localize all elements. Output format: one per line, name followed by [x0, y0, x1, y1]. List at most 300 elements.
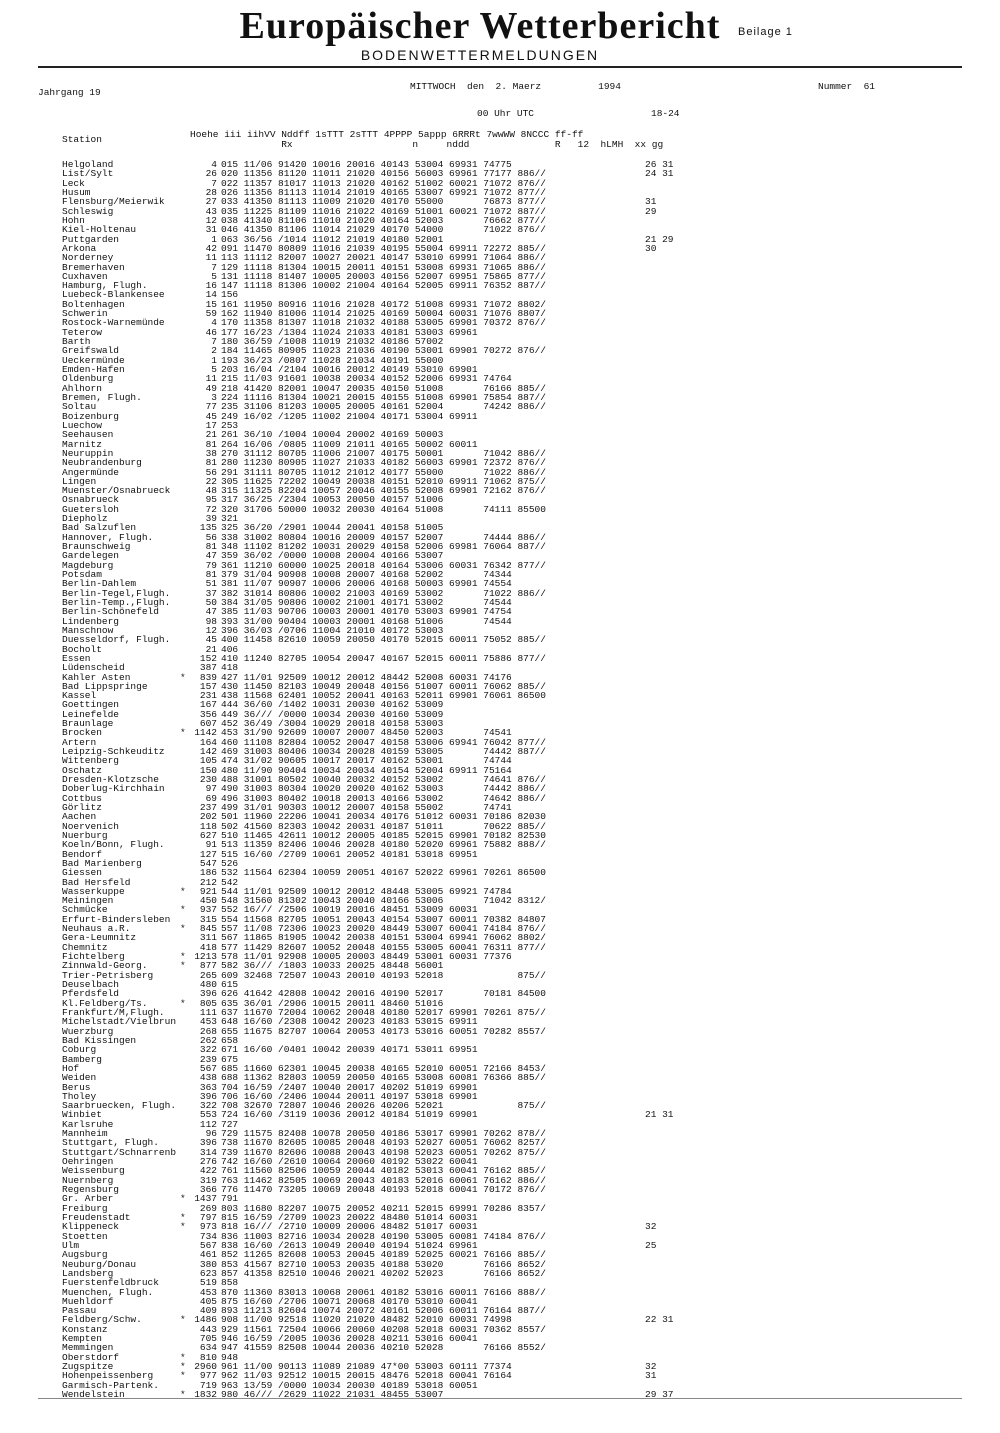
table-row	[0, 1343, 1000, 1352]
table-row	[0, 1101, 1000, 1110]
station-codes: 510 11465 42611 10012 20005 40185 52015 69901 70182 82530	[221, 829, 546, 841]
station-name: Stoetten	[62, 1230, 108, 1242]
station-name: Wittenberg	[62, 755, 120, 767]
station-elevation: 1486	[194, 1314, 217, 1326]
station-elevation: 937	[199, 904, 217, 916]
station-name: Berlin-Temp.,Flugh.	[62, 596, 171, 608]
station-name: Berlin-Schönefeld	[62, 606, 159, 618]
station-codes: 338 31002 80804 10016 20009 40157 52007 74444 886//	[221, 531, 546, 543]
mountain-marker: *	[180, 997, 186, 1009]
station-codes: 469 31003 80406 10034 20028 40159 53005 74442 887//	[221, 746, 546, 758]
station-codes: 418	[221, 662, 239, 674]
station-codes: 235 31106 81203 10005 20005 40161 52004 74242 886//	[221, 401, 546, 413]
station-codes: 020 11356 81120 11011 21020 40156 56003 69961 77177 886//	[221, 168, 546, 180]
table-row	[0, 486, 1000, 495]
station-name: Erfurt-Bindersleben	[62, 913, 171, 925]
station-elevation: 45	[205, 634, 217, 646]
station-elevation: 1	[211, 233, 217, 245]
station-codes: 474 31/02 90605 10017 20017 40162 53001 74744	[221, 755, 512, 767]
wind-gust: 21 31	[645, 1109, 674, 1121]
station-elevation: 405	[199, 1295, 217, 1307]
station-codes: 724 16/60 /3119 10036 20012 40184 51019 69901	[221, 1109, 478, 1121]
station-codes: 742 16/60 /2610 10064 20060 40192 53022 60041	[221, 1156, 478, 1168]
station-codes: 156	[221, 289, 239, 301]
station-name: Greifswald	[62, 345, 120, 357]
mountain-marker: *	[180, 960, 186, 972]
station-elevation: 519	[199, 1277, 217, 1289]
station-name: Flensburg/Meierwik	[62, 196, 165, 208]
mountain-marker: *	[180, 1211, 186, 1223]
station-elevation: 97	[205, 783, 217, 795]
wind-gust: 29 37	[645, 1389, 674, 1400]
station-codes: 776 11470 73205 10069 20048 40193 52018 60041 70172 876//	[221, 1184, 546, 1195]
station-elevation: 719	[199, 1379, 217, 1391]
station-name: Pferdsfeld	[62, 988, 120, 1000]
station-name: Kahler Asten	[62, 671, 131, 683]
station-name: Fichtelberg	[62, 951, 125, 963]
station-name: Weiden	[62, 1072, 97, 1084]
station-codes: 739 11670 82606 10088 20043 40198 52023 60051 70262 875//	[221, 1146, 546, 1158]
station-elevation: 396	[199, 988, 217, 1000]
station-codes: 033 41350 81113 11009 21020 40170 55000 76873 877//	[221, 196, 546, 208]
station-elevation: 39	[205, 513, 217, 525]
station-elevation: 877	[199, 960, 217, 972]
table-row	[0, 1027, 1000, 1036]
table-row	[0, 868, 1000, 877]
station-name: Passau	[62, 1305, 97, 1317]
station-elevation: 56	[205, 466, 217, 478]
station-elevation: 231	[199, 690, 217, 702]
station-codes: 384 31/05 90806 10002 21001 40171 53002 74544	[221, 596, 512, 608]
station-elevation: 3	[211, 391, 217, 403]
table-row	[0, 1278, 1000, 1287]
volume-label: Jahrgang 19	[38, 87, 101, 98]
table-row	[0, 579, 1000, 588]
mountain-marker: *	[180, 885, 186, 897]
station-elevation: 450	[199, 895, 217, 907]
issue-number: Nummer 61	[818, 81, 876, 92]
station-codes: 270 31112 80705 11006 21007 40175 50001 71042 886//	[221, 447, 546, 459]
station-elevation: 7	[211, 336, 217, 348]
station-codes: 480 11/90 90404 10034 20034 40154 52004 69911 75164	[221, 764, 512, 776]
station-codes: 046 41350 81106 11014 21029 40170 54000 71022 876//	[221, 224, 546, 236]
station-elevation: 5	[211, 364, 217, 375]
wind-gust: 31	[645, 196, 657, 208]
station-name: Bocholt	[62, 643, 102, 655]
station-elevation: 453	[199, 1016, 217, 1028]
station-codes: 393 31/00 90404 10003 20001 40168 51006 74544	[221, 615, 512, 627]
supplement-label: Beilage 1	[738, 26, 793, 38]
station-name: Winbiet	[62, 1109, 102, 1121]
station-name: Helgoland	[62, 159, 114, 170]
station-name: Görlitz	[62, 801, 102, 813]
station-codes: 609 32468 72507 10043 20010 40193 52018 875//	[221, 969, 546, 981]
station-elevation: 237	[199, 801, 217, 813]
station-elevation: 453	[199, 1286, 217, 1298]
station-codes: 578 11/01 92908 10005 20003 48449 53001 60031 77376	[221, 951, 512, 963]
station-elevation: 152	[199, 652, 217, 664]
table-row	[0, 989, 1000, 998]
station-codes: 582 36/// /1803 10033 20025 48448 56001	[221, 960, 444, 972]
table-row	[0, 617, 1000, 626]
station-elevation: 118	[199, 820, 217, 832]
table-row	[0, 458, 1000, 467]
station-elevation: 50	[205, 596, 217, 608]
station-codes: 291 31111 80705 11012 21012 40177 55000 71022 886//	[221, 466, 546, 478]
station-name: Magdeburg	[62, 559, 114, 571]
station-codes: 688 11362 82803 10059 20050 40165 53008 60081 76366 885//	[221, 1072, 546, 1084]
station-codes: 671 16/60 /0401 10042 20039 40171 53011 69951	[221, 1044, 478, 1056]
station-elevation: 314	[199, 1146, 217, 1158]
station-codes: 381 11/07 90907 10006 20006 40168 50003 69901 74554	[221, 578, 512, 590]
station-elevation: 38	[205, 447, 217, 459]
station-elevation: 72	[205, 503, 217, 515]
station-codes: 761 11560 82506 10059 20044 40182 53013 60041 76162 885//	[221, 1165, 546, 1177]
mountain-marker: *	[180, 1370, 186, 1382]
table-row	[0, 1185, 1000, 1194]
table-row	[0, 840, 1000, 849]
station-codes: 261 36/10 /1004 10004 20002 40169 50003	[221, 429, 444, 441]
station-codes: 526	[221, 857, 239, 869]
station-name: Doberlug-Kirchhain	[62, 783, 165, 795]
station-name: Schleswig	[62, 205, 114, 217]
station-codes: 320 31706 50000 10032 20030 40164 51008 74111 85500	[221, 503, 546, 515]
station-name: Leck	[62, 177, 85, 189]
wind-gust: 26 31	[645, 159, 674, 170]
station-codes: 406	[221, 643, 239, 655]
station-name: Koeln/Bonn, Flugh.	[62, 839, 165, 851]
station-name: Bendorf	[62, 848, 102, 860]
station-name: Norderney	[62, 252, 114, 264]
station-codes: 264 16/06 /0805 11009 21011 40165 50002 60011	[221, 438, 478, 450]
station-elevation: 268	[199, 1025, 217, 1037]
station-name: Nuernberg	[62, 1174, 114, 1186]
station-codes: 961 11/00 90113 11089 21089 47*00 53003 60111 77374	[221, 1361, 512, 1373]
station-name: Konstanz	[62, 1323, 108, 1335]
station-elevation: 4	[211, 317, 217, 329]
table-row	[0, 1148, 1000, 1157]
table-row	[0, 1222, 1000, 1231]
station-codes: 180 36/59 /1008 11019 21032 40186 57002	[221, 336, 444, 348]
station-name: Seehausen	[62, 429, 114, 441]
wind-gust: 29	[645, 205, 657, 217]
station-codes: 929 11561 72504 10066 20060 40208 52018 60031 70362 8557/	[221, 1323, 546, 1335]
station-codes: 513 11359 82406 10046 20028 40180 52020 69961 75882 888//	[221, 839, 546, 851]
station-name: Diepholz	[62, 513, 108, 525]
station-codes: 348 11102 81202 10031 20029 40158 52006 69981 76064 887//	[221, 541, 546, 553]
station-name: Osnabrueck	[62, 494, 120, 506]
station-elevation: 112	[199, 1118, 217, 1130]
station-name: Fuerstenfeldbruck	[62, 1277, 159, 1289]
wind-gust: 31	[645, 1370, 657, 1382]
station-name: Barth	[62, 336, 91, 348]
station-elevation: 322	[199, 1044, 217, 1056]
station-codes: 738 11670 82605 10085 20048 40193 52027 60051 76062 8257/	[221, 1137, 546, 1149]
mountain-marker: *	[180, 1314, 186, 1326]
station-name: Trier-Petrisberg	[62, 969, 154, 981]
table-row	[0, 654, 1000, 663]
station-name: Zinnwald-Georg.	[62, 960, 148, 972]
station-elevation: 48	[205, 485, 217, 497]
station-elevation: 366	[199, 1184, 217, 1195]
station-codes: 147 11118 81306 10002 21004 40164 52005 69911 76352 887//	[221, 280, 546, 292]
station-codes: 382 31014 80806 10002 21003 40169 53002 71022 886//	[221, 587, 546, 599]
station-codes: 379 31/04 90908 10008 20007 40168 52002 74344	[221, 569, 512, 580]
station-codes: 038 41340 81106 11010 21020 40164 52003 76662 877//	[221, 214, 546, 226]
station-elevation: 49	[205, 382, 217, 394]
station-elevation: 319	[199, 1174, 217, 1186]
station-elevation: 167	[199, 699, 217, 711]
station-elevation: 81	[205, 541, 217, 553]
station-name: Ulm	[62, 1239, 80, 1251]
station-codes: 321	[221, 513, 239, 525]
station-elevation: 105	[199, 755, 217, 767]
table-row	[0, 952, 1000, 961]
station-elevation: 98	[205, 615, 217, 627]
station-name: Muehldorf	[62, 1295, 114, 1307]
station-name: Lindenberg	[62, 615, 120, 627]
wind-gust: 30	[645, 242, 657, 254]
station-elevation: 21	[205, 429, 217, 441]
station-name: Landsberg	[62, 1267, 114, 1279]
station-name: Garmisch-Partenk.	[62, 1379, 159, 1391]
station-codes: 305 11625 72202 10049 20038 40151 52010 69911 71062 875//	[221, 475, 546, 487]
station-name: Ahlhorn	[62, 382, 102, 394]
column-header-station: Station	[62, 134, 102, 145]
table-row	[0, 169, 1000, 178]
station-name: Feldberg/Schw.	[62, 1314, 142, 1326]
station-name: Dresden-Klotzsche	[62, 774, 159, 785]
station-elevation: 443	[199, 1323, 217, 1335]
station-elevation: 5	[211, 270, 217, 282]
station-codes: 870 11360 83013 10068 20061 40182 53016 60011 76166 888//	[221, 1286, 546, 1298]
station-elevation: 95	[205, 494, 217, 506]
station-codes: 460 11108 82804 10052 20047 40158 53006 69941 76042 877//	[221, 736, 546, 748]
station-elevation: 37	[205, 587, 217, 599]
station-codes: 635 36/01 /2906 10015 20011 48460 51016	[221, 997, 444, 1009]
station-name: Leipzig-Schkeuditz	[62, 746, 165, 758]
station-elevation: 567	[199, 1062, 217, 1074]
station-name: Meiningen	[62, 895, 114, 907]
station-codes: 727	[221, 1118, 239, 1130]
station-elevation: 150	[199, 764, 217, 776]
table-row	[0, 1045, 1000, 1054]
table-row	[0, 1194, 1000, 1203]
station-name: Schmücke	[62, 904, 108, 916]
station-elevation: 322	[199, 1100, 217, 1112]
report-title: Europäischer Wetterbericht	[239, 5, 721, 47]
station-elevation: 28	[205, 186, 217, 198]
station-codes: 980 46/// /2629 11022 21031 48455 53007	[221, 1389, 444, 1400]
station-name: Regensburg	[62, 1184, 120, 1195]
station-elevation: 797	[199, 1211, 217, 1223]
station-name: Braunlage	[62, 718, 114, 730]
station-codes: 161 11950 80916 11016 21028 40172 51008 69931 71072 8802/	[221, 298, 546, 310]
station-codes: 218 41420 82001 10047 20035 40150 51008 76166 885//	[221, 382, 546, 394]
station-elevation: 111	[199, 1006, 217, 1018]
station-codes: 026 11356 81113 11014 21019 40165 53007 69921 71072 877//	[221, 186, 546, 198]
station-name: Husum	[62, 186, 91, 198]
station-codes: 626 41642 42808 10042 20016 40190 52017 70181 84500	[221, 988, 546, 1000]
station-elevation: 409	[199, 1305, 217, 1317]
table-row	[0, 356, 1000, 365]
station-elevation: 43	[205, 205, 217, 217]
station-elevation: 47	[205, 606, 217, 618]
station-name: Deuselbach	[62, 979, 120, 990]
station-codes: 557 11/08 72306 10023 20020 48449 53007 60041 74184 876//	[221, 923, 546, 935]
station-codes: 131 11118 81407 10005 20003 40156 52007 69951 75865 877//	[221, 270, 546, 282]
station-codes: 162 11940 81006 11014 21025 40169 50004 60031 71076 8807/	[221, 308, 546, 320]
station-codes: 396 36/03 /0706 11004 21010 40172 53003	[221, 624, 444, 636]
table-row	[0, 346, 1000, 355]
table-row	[0, 412, 1000, 421]
station-codes: 729 11575 82408 10078 20050 40186 53017 69901 70262 878//	[221, 1128, 546, 1140]
wind-gust: 32	[645, 1221, 657, 1233]
station-name: Neuhaus a.R.	[62, 923, 131, 935]
table-row	[0, 505, 1000, 514]
station-elevation: 1	[211, 354, 217, 366]
mountain-marker: *	[180, 1221, 186, 1233]
station-name: Luebeck-Blankensee	[62, 289, 165, 301]
station-name: Rostock-Warnemünde	[62, 317, 165, 329]
table-row	[0, 1166, 1000, 1175]
station-elevation: 553	[199, 1109, 217, 1121]
station-codes: 648 16/60 /2308 10042 20023 40183 53015 69911	[221, 1016, 478, 1028]
station-name: Stuttgart, Flugh.	[62, 1137, 159, 1149]
station-codes: 852 11265 82608 10053 20045 40189 52025 60021 76166 885//	[221, 1249, 546, 1261]
station-codes: 501 11960 22206 10041 20034 40176 51012 60031 70186 82030	[221, 811, 546, 823]
station-codes: 532 11564 62304 10059 20051 40167 52022 69961 70261 86500	[221, 867, 546, 879]
wind-gust: 21 29	[645, 233, 674, 245]
station-name: Teterow	[62, 326, 102, 338]
station-name: Frankfurt/M,Flugh.	[62, 1006, 165, 1018]
station-codes: 215 11/03 91601 10038 20034 40152 52006 69931 74764	[221, 373, 512, 385]
station-name: Weissenburg	[62, 1165, 125, 1177]
station-codes: 818 16/// /2710 10009 20006 48482 51017 60031	[221, 1221, 478, 1233]
station-elevation: 31	[205, 224, 217, 236]
station-codes: 113 11112 82007 10027 20021 40147 53010 69991 71064 886//	[221, 252, 546, 264]
station-elevation: 186	[199, 867, 217, 879]
station-elevation: 607	[199, 718, 217, 730]
station-codes: 022 11357 81017 11013 21020 40162 51002 60021 71072 876//	[221, 177, 546, 189]
station-codes: 704 16/59 /2407 10040 20017 40202 51019 69901	[221, 1081, 478, 1093]
mountain-marker: *	[180, 1193, 186, 1205]
station-codes: 554 11568 82705 10051 20043 40154 53007 60011 70382 84807	[221, 913, 546, 925]
mountain-marker: *	[180, 923, 186, 935]
station-name: Tholey	[62, 1090, 97, 1102]
station-name: Marnitz	[62, 438, 102, 450]
table-row	[0, 635, 1000, 644]
station-elevation: 2	[211, 345, 217, 357]
title-rule	[38, 66, 962, 68]
table-row	[0, 691, 1000, 700]
wind-gust: 22 31	[645, 1314, 674, 1326]
station-elevation: 4	[211, 159, 217, 170]
station-elevation: 265	[199, 969, 217, 981]
station-name: Berlin-Tegel,Flugh.	[62, 587, 171, 599]
station-name: List/Sylt	[62, 168, 114, 180]
station-elevation: 634	[199, 1342, 217, 1354]
table-row	[0, 1325, 1000, 1334]
station-name: Hof	[62, 1062, 80, 1074]
station-name: Wasserkuppe	[62, 885, 125, 897]
report-date: MITTWOCH den 2. Maerz 1994	[410, 81, 621, 92]
table-row	[0, 850, 1000, 859]
mountain-marker: *	[180, 1351, 186, 1363]
station-name: Boizenburg	[62, 410, 120, 422]
station-elevation: 422	[199, 1165, 217, 1177]
station-name: Kassel	[62, 690, 97, 702]
station-codes: 908 11/00 92518 11020 21020 48482 52010 60031 74998	[221, 1314, 512, 1326]
table-row	[0, 1213, 1000, 1222]
station-elevation: 142	[199, 746, 217, 758]
station-name: Bad Kissingen	[62, 1034, 137, 1046]
station-name: Artern	[62, 736, 97, 748]
station-elevation: 12	[205, 624, 217, 636]
table-row	[0, 1250, 1000, 1259]
table-row	[0, 700, 1000, 709]
station-name: Potsdam	[62, 569, 102, 580]
station-name: Manschnow	[62, 624, 114, 636]
table-row	[0, 812, 1000, 821]
station-codes: 015 11/06 91420 10016 20016 40143 53004 69931 74775	[221, 159, 512, 170]
station-codes: 552 16/// /2506 10019 20016 48451 53009 60031	[221, 904, 478, 916]
bottom-rule	[38, 1398, 962, 1399]
station-elevation: 45	[205, 410, 217, 422]
station-codes: 706 16/60 /2406 10044 20011 40197 53018 69901	[221, 1090, 478, 1102]
station-name: Mannheim	[62, 1128, 108, 1140]
station-name: Cottbus	[62, 792, 102, 804]
station-elevation: 973	[199, 1221, 217, 1233]
station-codes: 361 11210 60000 10025 20018 40164 53006 60031 76342 877//	[221, 559, 546, 571]
station-name: Memmingen	[62, 1342, 114, 1354]
station-name: Puttgarden	[62, 233, 120, 245]
table-row	[0, 514, 1000, 523]
station-elevation: 705	[199, 1333, 217, 1345]
station-codes: 203 16/04 /2104 10016 20012 40149 53010 69901	[221, 364, 478, 375]
station-elevation: 461	[199, 1249, 217, 1261]
table-row	[0, 1204, 1000, 1213]
station-name: Essen	[62, 652, 91, 664]
station-elevation: 1437	[194, 1193, 217, 1205]
wind-gust: 32	[645, 1361, 657, 1373]
station-codes: 544 11/01 92509 10012 20012 48448 53005 69921 74784	[221, 885, 512, 897]
station-codes: 488 31001 80502 10040 20032 40152 53002 74641 876//	[221, 774, 546, 785]
station-codes: 948	[221, 1351, 239, 1363]
station-codes: 224 11116 81304 10021 20015 40155 51008 69901 75854 887//	[221, 391, 546, 403]
station-codes: 453 31/90 92609 10007 20007 48450 52003 74541	[221, 727, 512, 739]
station-name: Chemnitz	[62, 941, 108, 953]
station-name: Cuxhaven	[62, 270, 108, 282]
station-name: Schwerin	[62, 308, 108, 320]
station-codes: 577 11429 82607 10052 20048 40155 53005 60041 76311 877//	[221, 941, 546, 953]
station-name: Muenchen, Flugh.	[62, 1286, 154, 1298]
station-name: Lingen	[62, 475, 97, 487]
station-elevation: 627	[199, 829, 217, 841]
station-elevation: 81	[205, 438, 217, 450]
station-codes: 184 11465 80905 11023 21036 40190 53001 69901 70272 876//	[221, 345, 546, 357]
station-name: Guetersloh	[62, 503, 120, 515]
station-name: Oldenburg	[62, 373, 114, 385]
station-codes: 615	[221, 979, 239, 990]
station-elevation: 315	[199, 913, 217, 925]
station-elevation: 91	[205, 839, 217, 851]
station-name: Kempten	[62, 1333, 102, 1345]
station-name: Hohenpeissenberg	[62, 1370, 154, 1382]
station-name: Bremen, Flugh.	[62, 391, 142, 403]
station-codes: 655 11675 82707 10064 20053 40173 53016 60051 70282 8557/	[221, 1025, 546, 1037]
station-codes: 542	[221, 876, 239, 888]
